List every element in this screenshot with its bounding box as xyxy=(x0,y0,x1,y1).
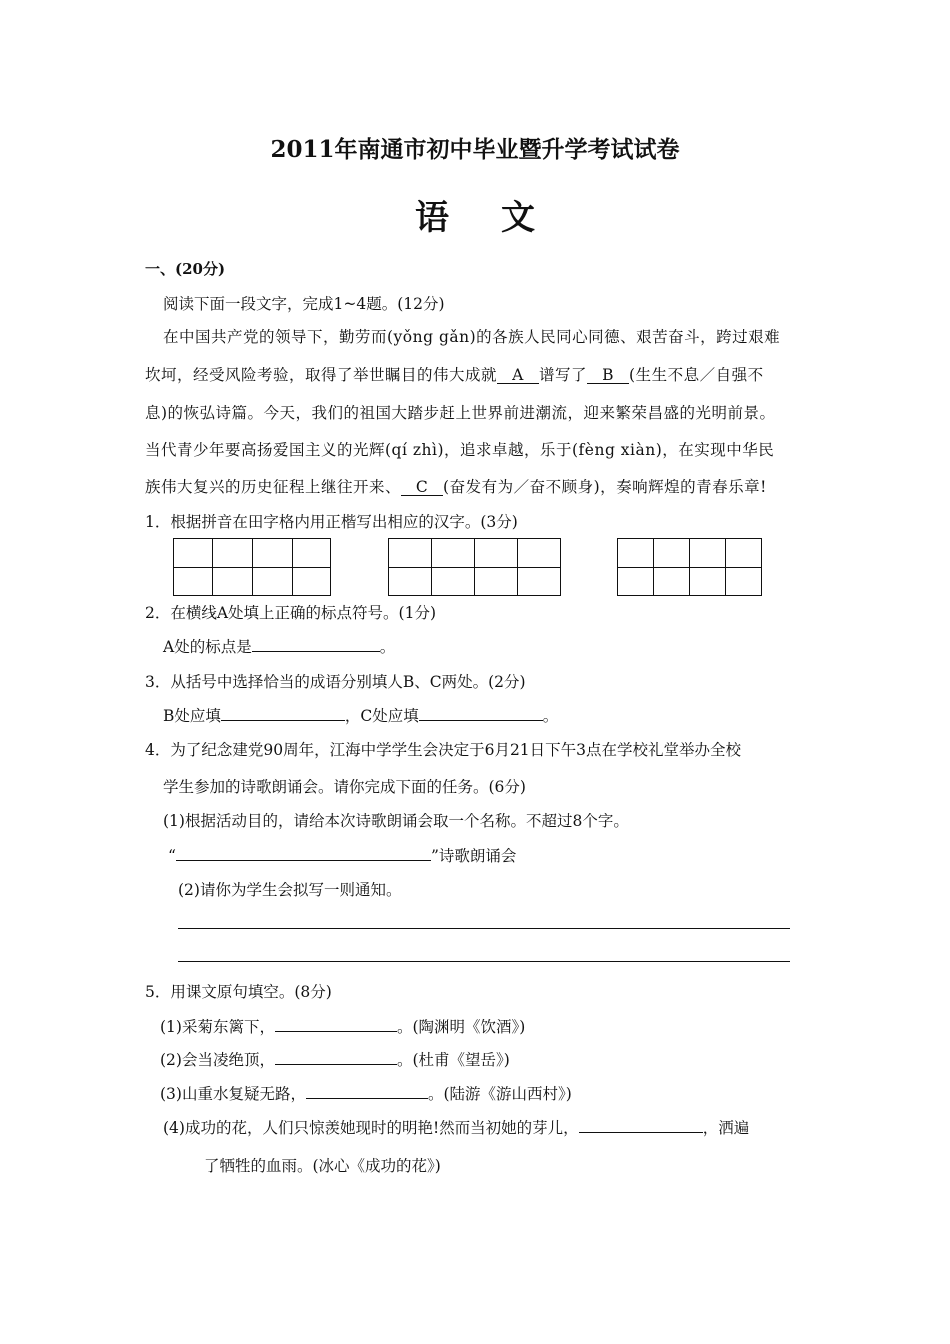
question-4-2: (2)请你为学生会拟写一则通知。 xyxy=(178,881,402,899)
answer-blank-c[interactable] xyxy=(419,705,543,721)
poem-source: 。(陆游《游山西村》) xyxy=(427,1085,572,1103)
question-5-4-cont: 了牺牲的血雨。(冰心《成功的花》) xyxy=(204,1157,441,1175)
blank-label-c: C xyxy=(401,479,443,496)
answer-blank-b[interactable] xyxy=(221,705,345,721)
section-intro: 阅读下面一段文字，完成1~4题。(12分) xyxy=(163,295,445,313)
fill-label: ，C处应填 xyxy=(344,707,419,725)
poem-line: ，洒遍 xyxy=(702,1119,750,1137)
answer-blank-5-1[interactable] xyxy=(275,1016,397,1032)
poem-line: (4)成功的花，人们只惊羡她现时的明艳!然而当初她的芽儿， xyxy=(163,1119,579,1137)
tianzige-grid-2[interactable] xyxy=(388,538,561,596)
question-4-1-fill xyxy=(168,844,516,866)
passage-line-2 xyxy=(145,363,764,385)
question-2-fill xyxy=(163,635,395,657)
question-2: 2．在横线A处填上正确的标点符号。(1分) xyxy=(145,604,437,622)
quote-close: ”诗歌朗诵会 xyxy=(430,847,517,865)
event-name-blank[interactable] xyxy=(176,845,431,861)
section-heading: 一、(20分) xyxy=(145,260,226,278)
poem-line: (1)采菊东篱下， xyxy=(160,1018,275,1036)
poem-line: (3)山重水复疑无路， xyxy=(160,1085,306,1103)
fill-end: 。 xyxy=(379,638,396,656)
answer-blank-5-3[interactable] xyxy=(306,1083,428,1099)
answer-blank-5-4[interactable] xyxy=(579,1117,703,1133)
question-1: 1．根据拼音在田字格内用正楷写出相应的汉字。(3分) xyxy=(145,513,518,531)
fill-end: 。 xyxy=(542,707,559,725)
passage-line-1: 在中国共产党的领导下，勤劳而(yǒng gǎn)的各族人民同心同德、艰苦奋斗，跨过艰难 xyxy=(163,328,781,346)
passage-line-4: 当代青少年要高扬爱国主义的光辉(qí zhì)，追求卓越，乐于(fèng xiàn)，在实现中华民 xyxy=(145,441,775,459)
passage-text: (奋发有为／奋不顾身)，奏响辉煌的青春乐章! xyxy=(443,478,767,496)
tianzige-grid-3[interactable] xyxy=(617,538,762,596)
question-4-1: (1)根据活动目的，请给本次诗歌朗诵会取一个名称。不超过8个字。 xyxy=(163,812,629,830)
exam-title: 2011年南通市初中毕业暨升学考试试卷 xyxy=(270,136,680,163)
answer-blank-5-2[interactable] xyxy=(275,1049,397,1065)
notice-answer-line-1[interactable] xyxy=(178,928,790,929)
passage-line-5 xyxy=(145,475,767,497)
notice-answer-line-2[interactable] xyxy=(178,961,790,962)
question-3-fill xyxy=(163,704,558,726)
fill-label: B处应填 xyxy=(163,707,221,725)
blank-label-a: A xyxy=(497,367,539,384)
tianzige-grid-1[interactable] xyxy=(173,538,331,596)
passage-text: 坎坷，经受风险考验，取得了举世瞩目的伟大成就 xyxy=(145,366,498,384)
subject-title xyxy=(0,190,950,239)
blank-label-b: B xyxy=(587,367,629,384)
question-5: 5．用课文原句填空。(8分) xyxy=(145,983,332,1001)
question-4-line-2: 学生参加的诗歌朗诵会。请你完成下面的任务。(6分) xyxy=(163,778,526,796)
answer-blank-a[interactable] xyxy=(252,636,380,652)
poem-line: (2)会当凌绝顶， xyxy=(160,1051,275,1069)
poem-source: 。(杜甫《望岳》) xyxy=(396,1051,510,1069)
subject-char-2: 文 xyxy=(501,198,535,238)
question-5-4 xyxy=(163,1116,749,1138)
passage-text: (生生不息／自强不 xyxy=(629,366,764,384)
quote-open: “ xyxy=(168,847,176,865)
passage-text: 谱写了 xyxy=(539,366,588,384)
question-4-line-1: 4．为了纪念建党90周年，江海中学学生会决定于6月21日下午3点在学校礼堂举办全校 xyxy=(145,741,742,759)
question-5-1 xyxy=(160,1015,525,1037)
passage-text: 族伟大复兴的历史征程上继往开来、 xyxy=(145,478,402,496)
passage-line-3: 息)的恢弘诗篇。今天，我们的祖国大踏步赶上世界前进潮流，迎来繁荣昌盛的光明前景。 xyxy=(145,404,776,422)
subject-char-1: 语 xyxy=(415,198,449,238)
fill-label: A处的标点是 xyxy=(163,638,252,656)
question-5-3 xyxy=(160,1082,572,1104)
question-3: 3．从括号中选择恰当的成语分别填人B、C两处。(2分) xyxy=(145,673,526,691)
poem-source: 。(陶渊明《饮酒》) xyxy=(396,1018,526,1036)
question-5-2 xyxy=(160,1048,510,1070)
